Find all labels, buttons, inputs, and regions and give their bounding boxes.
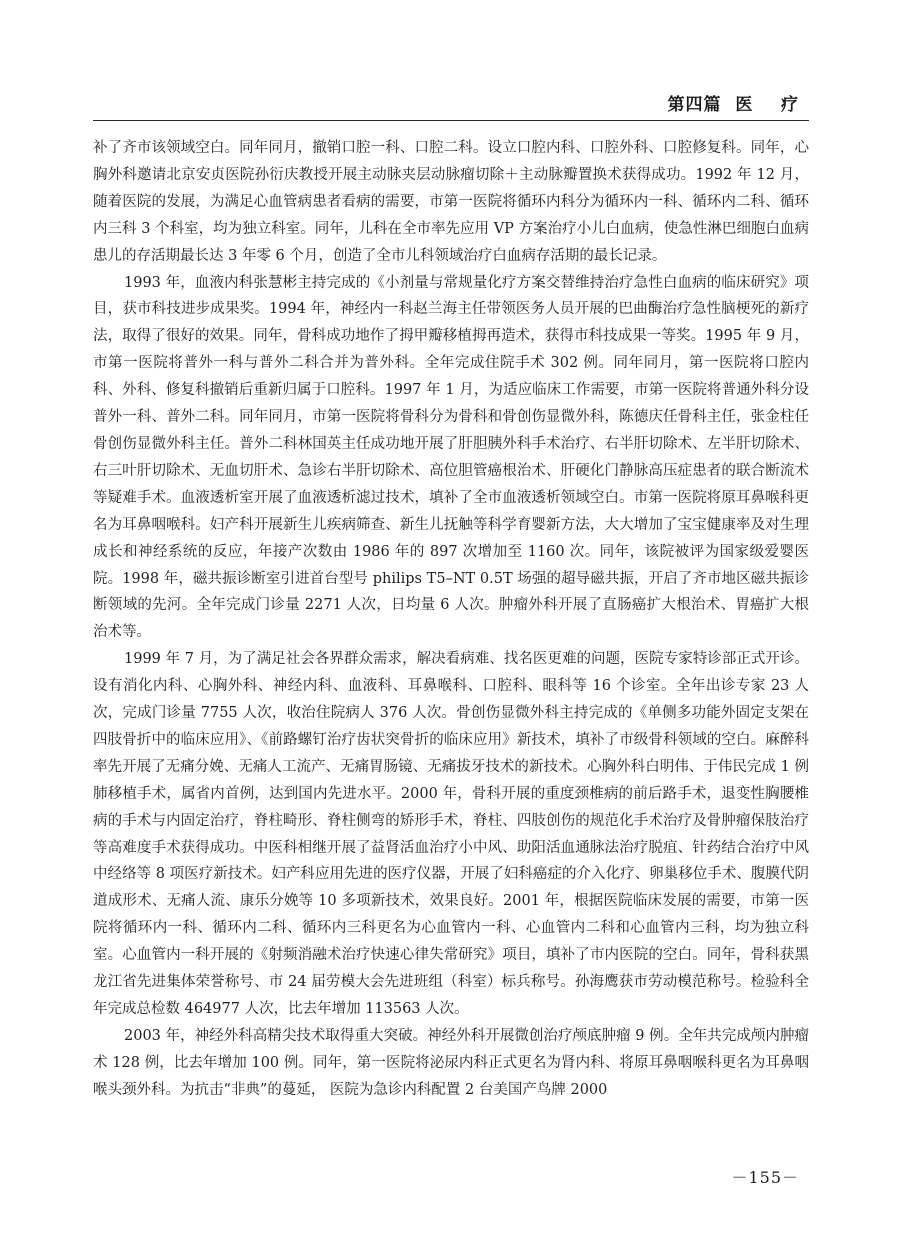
paragraph: 1999 年 7 月，为了满足社会各界群众需求，解决看病难、找名医更难的问题，医院专家特诊部正式开诊。设有消化内科、心胸外科、神经内科、血液科、耳鼻喉科、口腔科、眼科等 16 个诊室。全年出诊专家 23 人次，完成门诊量 7755 人次，收治住院病人 376 人次。骨创伤显微外科主持完成的《单侧多功能外固定支架在四肢骨折中的临床应用》、《前路螺钉治疗齿状突骨折的临床应用》新技术，填补了市级骨科领域的空白。麻醉科率先开展了无痛分娩、无痛人工流产、无痛胃肠镜、无痛拔牙技术的新技术。心胸外科白明伟、于伟民完成 1 例肺移植手术，属省内首例，达到国内先进水平。2000 年，骨科开展的重度颈椎病的前后路手术，退变性胸腰椎病的手术与内固定治疗，脊柱畸形、脊柱侧弯的矫形手术，脊柱、四肢创伤的规范化手术治疗及骨肿瘤保肢治疗等高难度手术获得成功。中医科相继开展了益肾活血治疗小中风、助阳活血通脉法治疗脱疽、针药结合治疗中风中经络等 8 项医疗新技术。妇产科应用先进的医疗仪器，开展了妇科癌症的介入化疗、卵巢移位手术、腹膜代阴道成形术、无痛人流、康乐分娩等 10 多项新技术，效果良好。2001 年，根据医院临床发展的需要，市第一医院将循环内一科、循环内二科、循环内三科更名为心血管内一科、心血管内二科和心血管内三科，均为独立科室。心血管内一科开展的《射频消融术治疗快速心律失常研究》项目，填补了市内医院的空白。同年，骨科获黑龙江省先进集体荣誉称号、市 24 届劳模大会先进班组（科室）标兵称号。孙海鹰获市劳动模范称号。检验科全年完成总检数 464977 人次，比去年增加 113563 人次。 [93, 651, 809, 1017]
paragraph: 1993 年，血液内科张慧彬主持完成的《小剂量与常规量化疗方案交替维持治疗急性白血病的临床研究》项目，获市科技进步成果奖。1994 年，神经内一科赵兰海主任带领医务人员开展的巴曲酶治疗急性脑梗死的新疗法，取得了很好的效果。同年，骨科成功地作了拇甲瓣移植拇再造术，获得市科技成果一等奖。1995 年 9 月，市第一医院将普外一科与普外二科合并为普外科。全年完成住院手术 302 例。同年同月，第一医院将口腔内科、外科、修复科撤销后重新归属于口腔科。1997 年 1 月，为适应临床工作需要，市第一医院将普通外科分设普外一科、普外二科。同年同月，市第一医院将骨科分为骨科和骨创伤显微外科，陈德庆任骨科主任，张金柱任骨创伤显微外科主任。普外二科林国英主任成功地开展了肝胆胰外科手术治疗、右半肝切除术、左半肝切除术、右三叶肝切除术、无血切肝术、急诊右半肝切除术、高位胆管癌根治术、肝硬化门静脉高压症患者的联合断流术等疑难手术。血液透析室开展了血液透析滤过技术，填补了全市血液透析领域空白。市第一医院将原耳鼻喉科更名为耳鼻咽喉科。妇产科开展新生儿疾病筛查、新生儿抚触等科学育婴新方法，大大增加了宝宝健康率及对生理成长和神经系统的反应，年接产次数由 1986 年的 897 次增加至 1160 次。同年，该院被评为国家级爱婴医院。1998 年，磁共振诊断室引进首台型号 philips T5–NT 0.5T 场强的超导磁共振，开启了齐市地区磁共振诊断领域的先河。全年完成门诊量 2271 人次，日均量 6 人次。肿瘤外科开展了直肠癌扩大根治术、胃癌扩大根治术等。 [93, 274, 809, 641]
header-rule [93, 120, 809, 121]
running-header: 第四篇 医 疗 [667, 95, 799, 115]
paragraph: 补了齐市该领域空白。同年同月，撤销口腔一科、口腔二科。设立口腔内科、口腔外科、口腔修复科。同年，心胸外科邀请北京安贞医院孙衍庆教授开展主动脉夹层动脉瘤切除＋主动脉瓣置换术获得成功。1992 年 12 月，随着医院的发展，为满足心血管病患者看病的需要，市第一医院将循环内科分为循环内一科、循环内二科、循环内三科 3 个科室，均为独立科室。同年，儿科在全市率先应用 VP 方案治疗小儿白血病，使急性淋巴细胞白血病患儿的存活期最长达 3 年零 6 个月，创造了全市儿科领域治疗白血病存活期的最长记录。 [93, 140, 809, 264]
body-text [93, 135, 809, 1104]
page-number: －155－ [731, 1168, 799, 1187]
paragraph: 2003 年，神经外科高精尖技术取得重大突破。神经外科开展微创治疗颅底肿瘤 9 例。全年共完成颅内肿瘤术 128 例，比去年增加 100 例。同年，第一医院将泌尿内科正式更名为肾内科、将原耳鼻咽喉科更名为耳鼻咽喉头颈外科。为抗击“非典”的蔓延， 医院为急诊内科配置 2 台美国产鸟牌 2000 [93, 1027, 809, 1098]
